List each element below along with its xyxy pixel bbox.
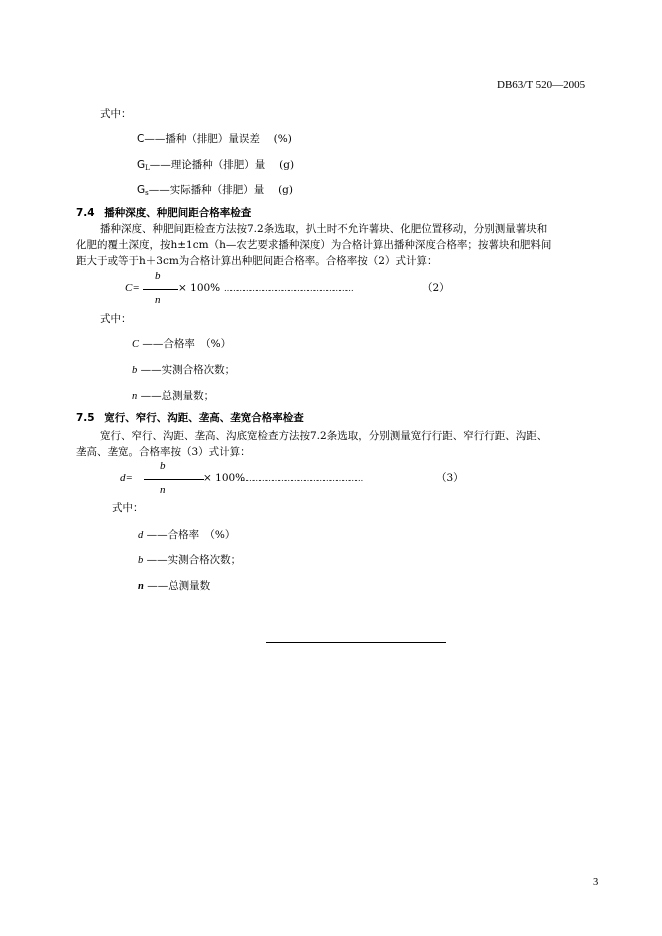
def-symbol: C <box>132 339 140 350</box>
page-number: 3 <box>593 877 599 888</box>
formula-eq-number: （3） <box>436 472 464 484</box>
section-number: 7.5 <box>76 412 95 424</box>
section-7-4-heading <box>76 208 251 219</box>
def-text: ——实测合格次数； <box>146 554 242 566</box>
def-gl <box>137 160 294 172</box>
def-text: ——合格率 （%） <box>146 529 236 541</box>
fraction-bar <box>144 479 204 480</box>
def-text: ——理论播种（排肥）量 (g) <box>149 159 295 171</box>
section-title: 播种深度、种肥间距合格率检查 <box>104 207 252 219</box>
def-symbol: G <box>137 184 146 196</box>
def-text: ——实际播种（排肥）量 (g) <box>148 184 293 196</box>
formula-denominator: n <box>160 484 166 496</box>
fraction-bar <box>143 289 178 290</box>
def-text: ——实测合格次数； <box>140 364 236 376</box>
formula-eq-number: （2） <box>422 282 450 294</box>
def-symbol: b <box>132 365 138 376</box>
section-7-5-para-line-1: 宽行、窄行、沟距、垄高、沟底宽检查方法按7.2条选取，分别测量宽行行距、窄行行距、沟距、 <box>100 430 548 442</box>
section-7-5-heading <box>76 413 304 424</box>
formula-denominator: n <box>155 294 161 306</box>
def-text: ——总测量数 <box>147 580 211 592</box>
def-symbol: d <box>138 530 144 541</box>
def-symbol: G <box>137 159 146 171</box>
def-subscript: s <box>145 189 149 197</box>
def-d-pass-rate <box>138 530 235 542</box>
section-7-4-para-line-2: 化肥的覆土深度，按h±1cm（h—农艺要求播种深度）为合格计算出播种深度合格率；按薯块和肥料间 <box>76 239 552 251</box>
def-text: ——合格率 （%） <box>142 338 232 350</box>
def-text: ——播种（排肥）量误差 (%) <box>144 133 292 145</box>
formula-times: × 100% <box>203 472 246 484</box>
def-subscript: L <box>145 164 150 172</box>
def-b-count <box>138 555 241 567</box>
def-n-total <box>138 581 210 593</box>
formula-numerator: b <box>155 270 161 282</box>
formula-times: × 100% <box>178 282 221 294</box>
def-gs <box>137 185 293 197</box>
end-rule <box>266 642 446 643</box>
section-title: 宽行、窄行、沟距、垄高、垄宽合格率检查 <box>104 412 304 424</box>
def-c-pass-rate <box>132 339 231 351</box>
def-c-error <box>137 134 292 145</box>
def-symbol: b <box>138 555 144 566</box>
def-b-count <box>132 365 235 377</box>
formula-numerator: b <box>160 460 166 472</box>
where-label-3: 式中： <box>112 502 144 514</box>
where-label-1: 式中： <box>100 108 132 120</box>
def-symbol: n <box>138 581 144 592</box>
def-text: ——总测量数； <box>140 390 215 402</box>
section-7-4-para-line-3: 距大于或等于h＋3cm为合格计算出种肥间距合格率。合格率按（2）式计算： <box>76 255 438 267</box>
section-number: 7.4 <box>76 207 95 219</box>
formula-lhs: d= <box>120 472 133 484</box>
section-7-4-para-line-1: 播种深度、种肥间距检查方法按7.2条选取，扒土时不允许薯块、化肥位置移动，分别测量薯块和 <box>100 223 548 235</box>
doc-code: DB63/T 520—2005 <box>497 79 586 91</box>
def-symbol: n <box>132 391 138 402</box>
def-symbol: C <box>137 133 145 145</box>
def-n-total <box>132 391 214 403</box>
section-7-5-para-line-2: 垄高、垄宽。合格率按（3）式计算： <box>76 446 251 458</box>
where-label-2: 式中： <box>100 313 132 325</box>
formula-leader: ………………………………………………… <box>240 474 362 483</box>
formula-leader: …………………………………………………… <box>224 284 353 293</box>
formula-lhs: C= <box>125 282 140 294</box>
